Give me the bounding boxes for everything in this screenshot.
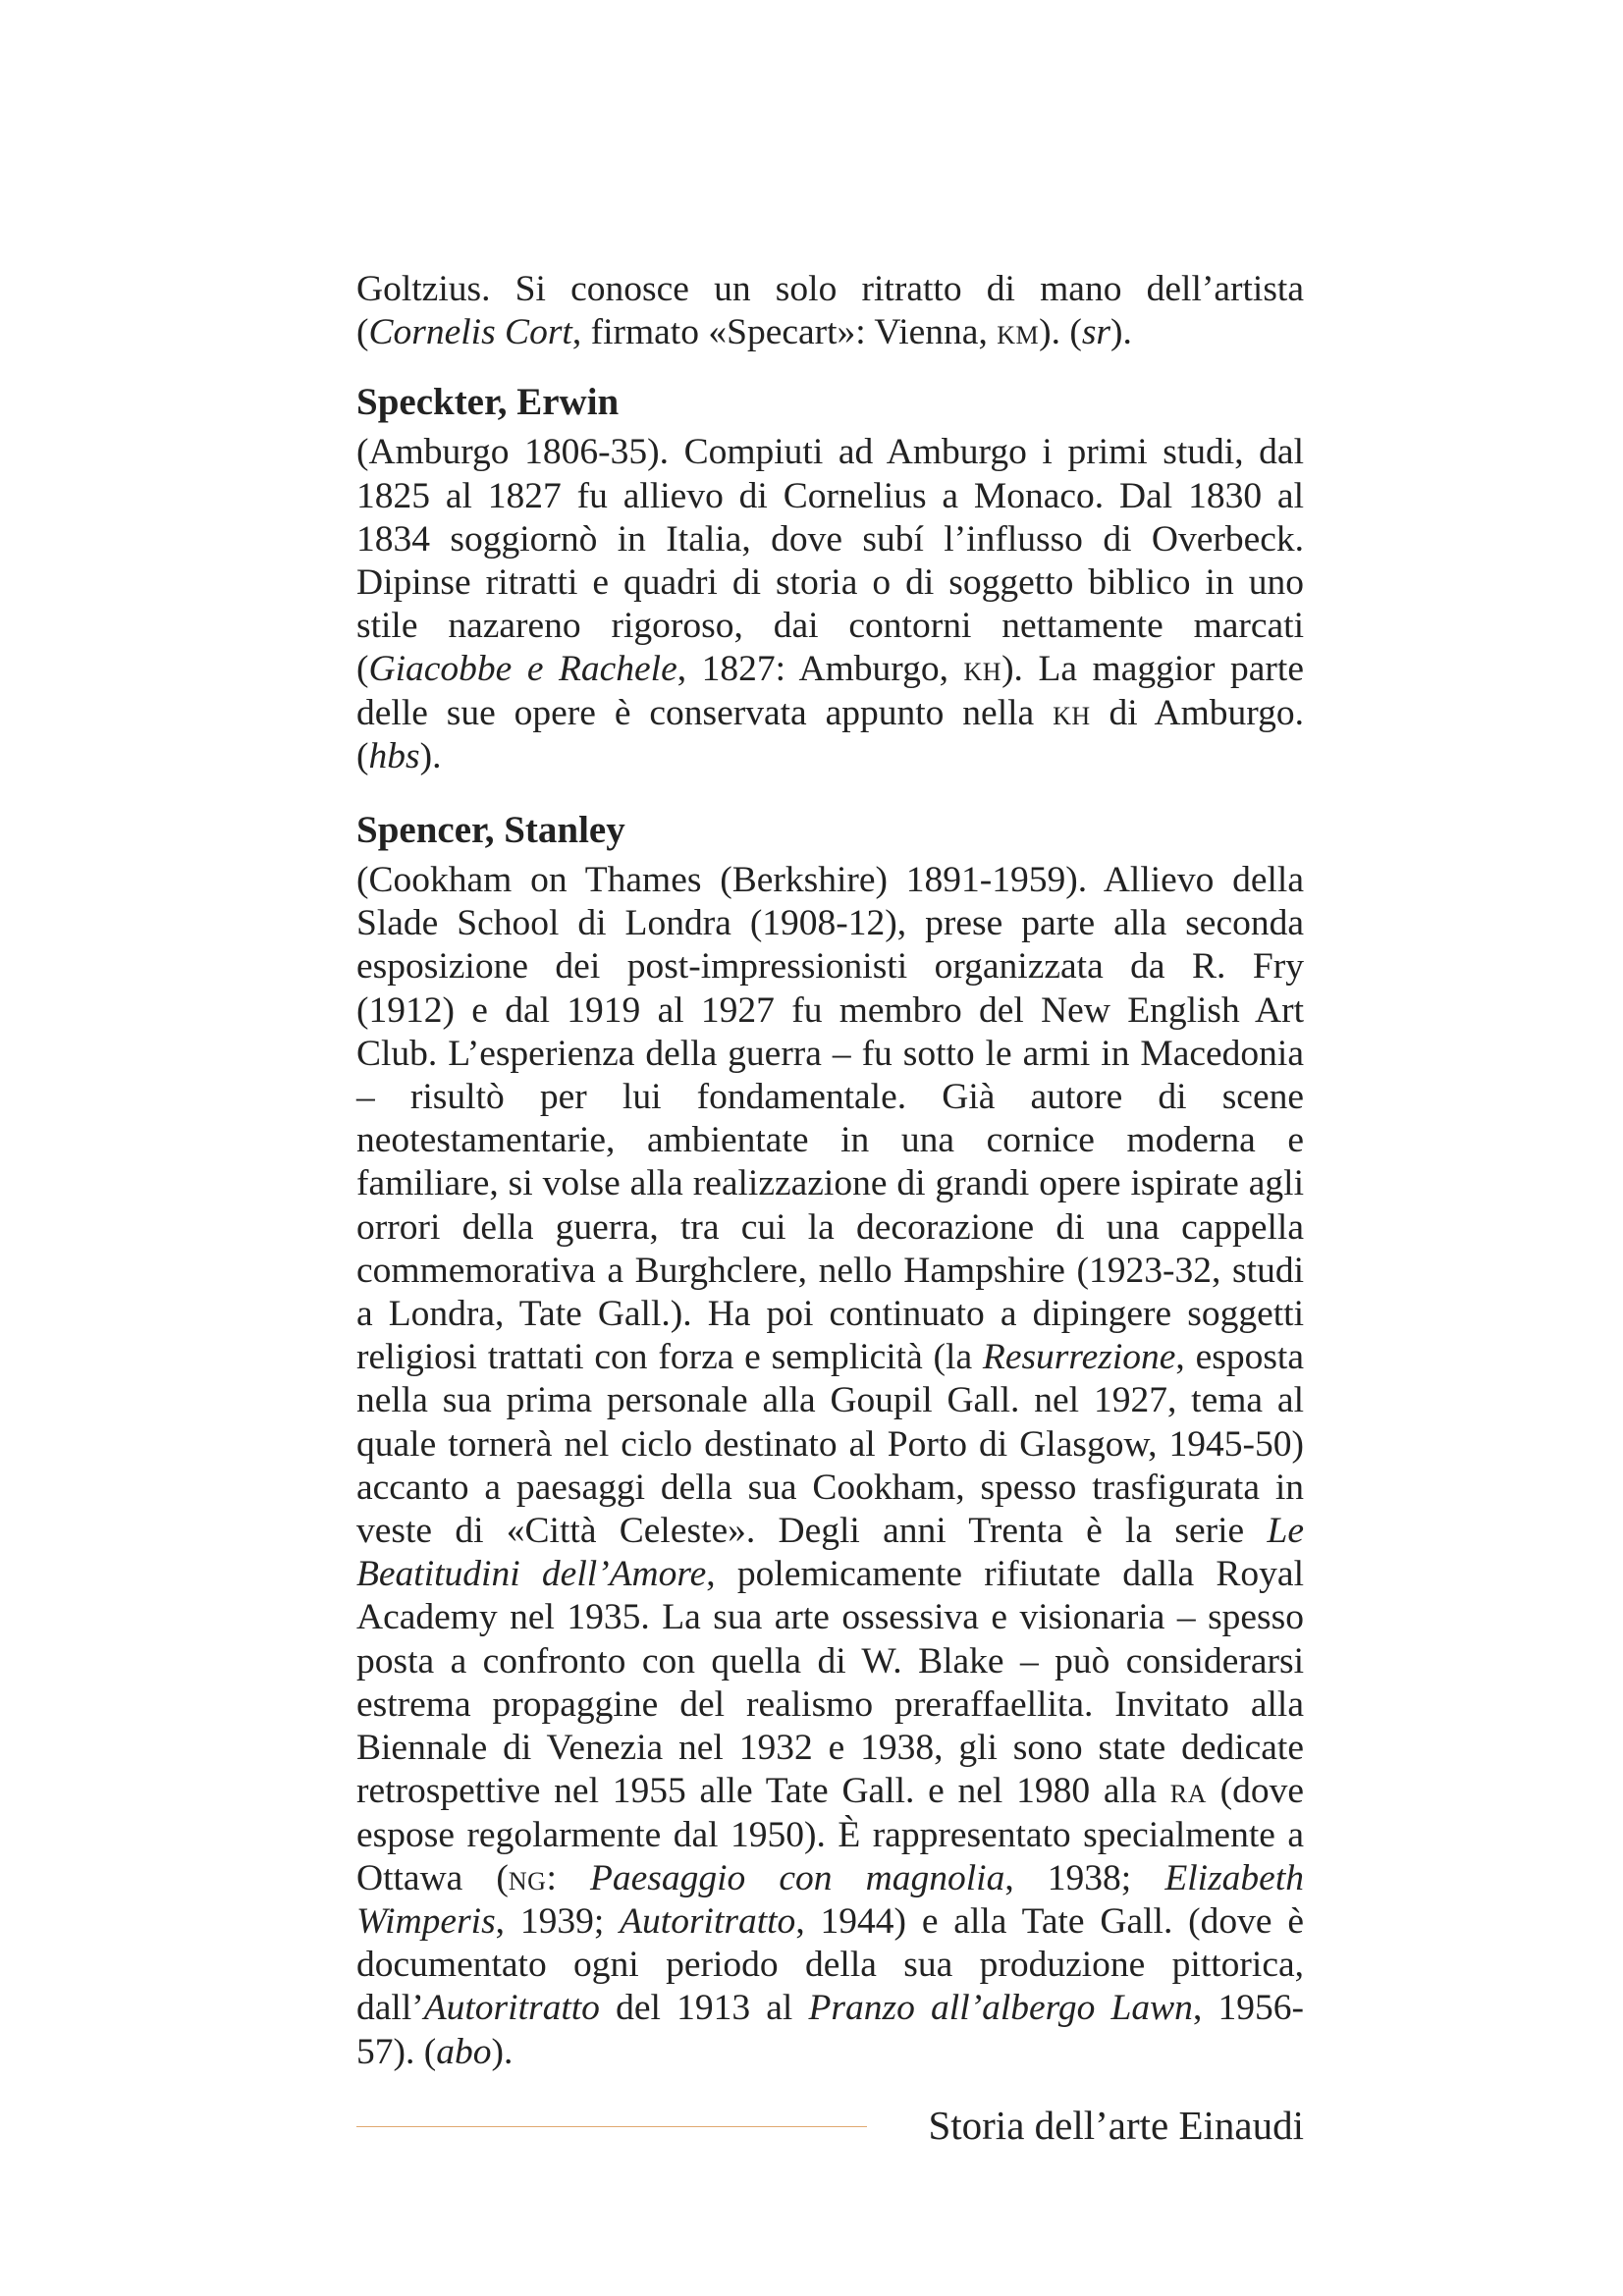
author-initials: abo xyxy=(436,2031,492,2072)
author-initials: hbs xyxy=(368,735,420,776)
work-title: Resurrezione xyxy=(982,1337,1176,1378)
work-title: Cornelis Cort xyxy=(368,312,572,353)
museum-abbreviation: ng xyxy=(508,1857,547,1898)
museum-abbreviation: kh xyxy=(1053,692,1091,733)
work-title: Autoritratto xyxy=(620,1900,796,1942)
work-title: Giacobbe e Rachele xyxy=(368,649,677,690)
author-initials: sr xyxy=(1081,312,1111,353)
entry-heading-spencer: Spencer, Stanley xyxy=(356,809,625,852)
entry-body-speckter: (Amburgo 1806-35). Compiuti ad Amburgo i primi studi, dal 1825 al 1827 fu allievo di Cornelius a Monaco. Dal 1830 al 1834 soggiornò in Italia, dove subí l’influsso di Overbeck. Dipinse ritratti e quadri di storia o di soggetto biblico in uno stile nazareno rigoroso, dai contorni nettamente marcati (Giacobbe e Rachele, 1827: Amburgo, kh). La maggior parte delle sue opere è conservata appunto nella kh di Amburgo. (hbs). xyxy=(356,432,1304,776)
work-title: Paesaggio con magnolia xyxy=(589,1857,1005,1898)
page-body xyxy=(356,268,1304,2074)
entry-heading-speckter: Speckter, Erwin xyxy=(356,381,620,424)
museum-abbreviation: km xyxy=(997,312,1040,353)
continued-entry-paragraph: Goltzius. Si conosce un solo ritratto di mano dell’artista (Cornelis Cort, firmato «Specart»: Vienna, km). (sr). xyxy=(356,269,1304,353)
entry-body-spencer: (Cookham on Thames (Berkshire) 1891-1959). Allievo della Slade School di Londra (1908-12), prese parte alla seconda esposizione dei post-impressionisti organizzata da R. Fry (1912) e dal 1919 al 1927 fu membro del New English Art Club. L’esperienza della guerra – fu sotto le armi in Macedonia – risultò per lui fondamentale. Già autore di scene neotestamentarie, ambientate in una cornice moderna e familiare, si volse alla realizzazione di grandi opere ispirate agli orrori della guerra, tra cui la decorazione di una cappella commemorativa a Burghclere, nello Hampshire (1923-32, studi a Londra, Tate Gall.). Ha poi continuato a dipingere soggetti religiosi trattati con forza e semplicità (la Resurrezione, esposta nella sua prima personale alla Goupil Gall. nel 1927, tema al quale tornerà nel ciclo destinato al Porto di Glasgow, 1945-50) accanto a paesaggi della sua Cookham, spesso trasfigurata in veste di «Città Celeste». Degli anni Trenta è la serie Le Beatitudini dell’Amore, polemicamente rifiutate dalla Royal Academy nel 1935. La sua arte ossessiva e visionaria – spesso posta a confronto con quella di W. Blake – può considerarsi estrema propaggine del realismo preraffaellita. Invitato alla Biennale di Venezia nel 1932 e 1938, gli sono state dedicate retrospettive nel 1955 alle Tate Gall. e nel 1980 alla ra (dove espose regolarmente dal 1950). È rappresentato specialmente a Ottawa (ng: Paesaggio con magnolia, 1938; Elizabeth Wimperis, 1939; Autoritratto, 1944) e alla Tate Gall. (dove è documentato ogni periodo della sua produzione pittorica, dall’Autoritratto del 1913 al Pranzo all’albergo Lawn, 1956-57). (abo). xyxy=(356,860,1305,2072)
footer-series-title: Storia dell’arte Einaudi xyxy=(928,2103,1304,2148)
work-title: Autoritratto xyxy=(423,1988,600,2029)
work-title: Pranzo all’albergo Lawn xyxy=(808,1988,1193,2029)
museum-abbreviation: ra xyxy=(1169,1771,1207,1812)
work-title: Le Beatitudini dell’Amore xyxy=(356,1511,1304,1595)
work-title: Elizabeth Wimperis xyxy=(356,1857,1304,1942)
footer-divider xyxy=(356,2126,867,2127)
museum-abbreviation: kh xyxy=(963,649,1002,690)
